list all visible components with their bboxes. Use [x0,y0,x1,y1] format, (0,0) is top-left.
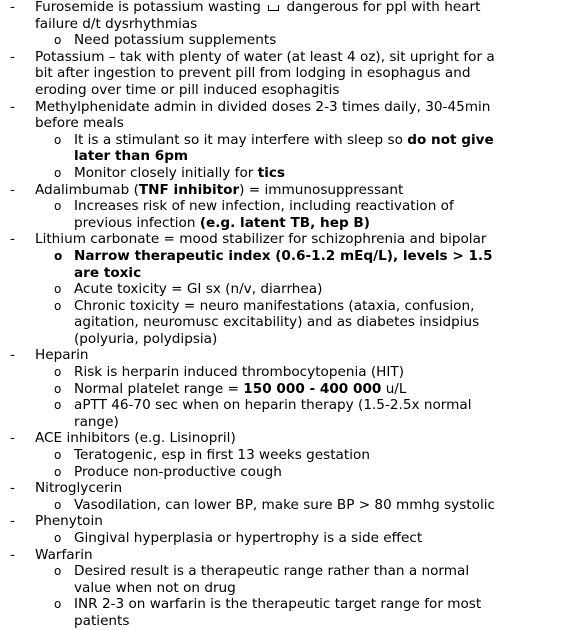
dash-bullet-icon: - [10,546,15,563]
sub-list-item [0,165,570,182]
list-item [0,49,570,99]
sub-list-item-text: Narrow therapeutic index (0.6-1.2 mEq/L), levels > 1.5 are toxic [74,247,493,281]
sub-list-item-text: Teratogenic, esp in first 13 weeks gestation [74,447,370,464]
circle-bullet-icon: o [54,199,62,214]
circle-bullet-icon: o [54,398,62,413]
sub-list-item-text: aPTT 46-70 sec when on heparin therapy (1.5-2.5x normal range) [74,397,472,430]
sub-list-item [0,563,570,596]
sub-list-item [0,298,570,348]
dash-bullet-icon: - [10,181,15,198]
list-item [0,430,570,447]
sub-list-item-text: Normal platelet range = 150 000 - 400 000 u/L [74,380,407,397]
circle-bullet-icon: o [54,531,62,545]
list-item-text: Lithium carbonate = mood stabilizer for schizophrenia and bipolar [35,231,487,248]
circle-bullet-icon: o [54,248,63,263]
sub-list-item [0,596,570,629]
list-item-text: Potassium – tak with plenty of water (at least 4 oz), sit upright for a bit after ingestion to prevent pill from lodging in esophagus and eroding over time or pill induced esophagitis [35,48,495,98]
sub-list-item-text: Monitor closely initially for tics [74,164,286,181]
dash-bullet-icon: - [10,231,15,248]
list-item-text: ACE inhibitors (e.g. Lisinopril) [35,430,236,447]
sub-list-item [0,497,570,514]
sub-list-item-text: Need potassium supplements [74,32,277,49]
list-item-text: Phenytoin [35,513,103,530]
circle-bullet-icon: o [54,464,62,479]
dash-bullet-icon: - [10,480,15,497]
circle-bullet-icon: o [54,497,62,512]
list-item-text: Methylphenidate admin in divided doses 2-3 times daily, 30-45min before meals [35,98,491,132]
list-item [0,231,570,248]
sub-list-item [0,198,570,231]
sub-list-item [0,447,570,464]
dash-bullet-icon: - [10,48,15,65]
sub-list-item [0,381,570,398]
circle-bullet-icon: o [54,381,62,396]
sub-list-item-text: Chronic toxicity = neuro manifestations (ataxia, confusion, agitation, neuromusc excitability) and as diabetes insidpius (polyuria, polydipsia) [74,297,480,347]
sub-list-item [0,32,570,49]
circle-bullet-icon: o [54,165,62,180]
list-item-text: Furosemide is potassium wasting dangerous for ppl with heart failure d/t dysrhythmias [35,0,481,32]
sub-list-item-text: Acute toxicity = GI sx (n/v, diarrhea) [74,281,323,298]
sub-list-item-text: INR 2-3 on warfarin is the therapeutic target range for most patients [74,596,482,629]
circle-bullet-icon: o [54,33,62,48]
sub-list-item [0,132,570,165]
list-item [0,182,570,199]
list-item [0,347,570,364]
circle-bullet-icon: o [54,365,62,380]
circle-bullet-icon: o [54,298,62,313]
sub-list-item [0,248,570,281]
dash-bullet-icon: - [10,347,15,364]
sub-list-item-text: Increases risk of new infection, including reactivation of previous infection (e.g. latent TB, hep B) [74,198,454,231]
circle-bullet-icon: o [54,564,62,579]
dash-bullet-icon: - [10,0,15,15]
circle-bullet-icon: o [54,597,62,612]
sub-list-item-text: Risk is herparin induced thrombocytopenia (HIT) [74,364,405,381]
list-item [0,0,570,32]
sub-list-item [0,281,570,298]
sub-list-item-text: Gingival hyperplasia or hypertrophy is a side effect [74,530,423,546]
sub-list-item-text: It is a stimulant so it may interfere with sleep so do not give later than 6pm [74,131,494,165]
dash-bullet-icon: - [10,98,15,115]
list-item [0,547,570,564]
list-item-text: Nitroglycerin [35,480,123,497]
list-item-text: Adalimbumab (TNF inhibitor) = immunosuppressant [35,181,404,198]
sub-list-item [0,464,570,481]
dash-bullet-icon: - [10,513,15,530]
circle-bullet-icon: o [54,132,62,147]
circle-bullet-icon: o [54,282,62,297]
list-item [0,513,570,530]
sub-list-item [0,364,570,381]
sub-list-item [0,530,570,547]
list-item-text: Warfarin [35,546,93,563]
sub-list-item-text: Produce non-productive cough [74,463,282,480]
box-glyph-icon [268,5,279,11]
list-item [0,99,570,132]
circle-bullet-icon: o [54,448,62,463]
sub-list-item-text: Vasodilation, can lower BP, make sure BP > 80 mmhg systolic [74,496,495,513]
list-item [0,480,570,497]
sub-list-item [0,397,570,430]
sub-list-item-text: Desired result is a therapeutic range rather than a normal value when not on drug [74,563,470,596]
list-item-text: Heparin [35,347,89,364]
dash-bullet-icon: - [10,430,15,447]
